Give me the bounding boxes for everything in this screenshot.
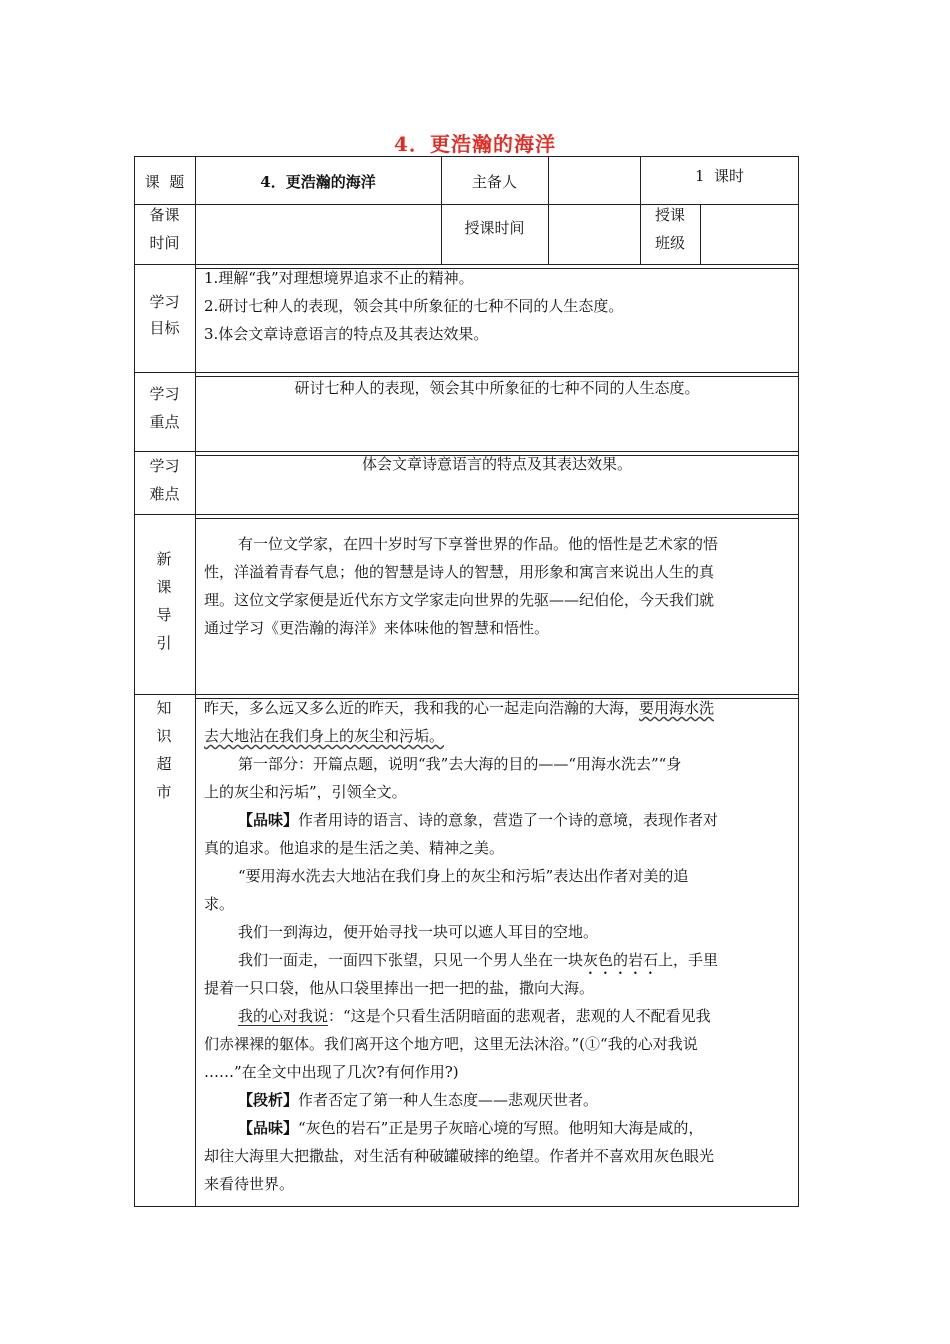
objective-item: 2.研讨七种人的表现，领会其中所象征的七种不同的人生态度。 [204,297,624,315]
knowledge-line: 上的灰尘和污垢”，引领全文。 [204,783,407,801]
intro-label-char: 新 [156,550,172,568]
intro-label-char: 导 [156,606,172,624]
divider [134,372,799,373]
knowledge-line: 我们一到海边，便开始寻找一块可以遮人耳目的空地。 [238,923,599,941]
intro-label-char: 引 [156,634,172,652]
divider [548,156,549,264]
class-label: 授课 [654,206,685,224]
knowledge-label-char: 识 [156,727,172,745]
knowledge-line: 来看待世界。 [204,1175,295,1193]
lesson-title: 4．更浩瀚的海洋 [260,173,376,191]
intro-line: 性，洋溢着青春气息；他的智慧是诗人的智慧，用形象和寓言来说出人生的真 [204,563,715,581]
divider [134,514,799,515]
knowledge-line: “要用海水洗去大地沾在我们身上的灰尘和污垢”表达出作者对美的追 [238,867,689,885]
key-point-label: 学习 [149,385,180,403]
knowledge-line: 我的心对我说：“这是个只看生活阴暗面的悲观者，悲观的人不配看见我 [238,1007,711,1025]
knowledge-label-char: 市 [156,783,172,801]
knowledge-line: 【品味】“灰色的岩石”正是男子灰暗心境的写照。他明知大海是咸的， [238,1119,704,1137]
divider [195,518,799,519]
knowledge-line: ……”在全文中出现了几次?有何作用?) [204,1063,459,1081]
preparer-label: 主备人 [471,173,517,191]
intro-label-char: 课 [156,578,172,596]
knowledge-label-char: 超 [156,755,172,773]
objectives-label: 学习 [149,293,180,311]
prep-time-label: 备课 [149,206,180,224]
knowledge-line: 我们一面走，一面四下张望，只见一个男人坐在一块灰色的岩石上，手里 [238,951,719,969]
divider [700,204,701,264]
prep-time-label-2: 时间 [149,234,180,252]
divider [195,264,196,1207]
page-title: 4．更浩瀚的海洋 [394,132,556,156]
divider [195,204,196,264]
key-point-label-2: 重点 [149,413,180,431]
difficulty-label-2: 难点 [149,485,180,503]
knowledge-line: 去大地沾在我们身上的灰尘和污垢。 [204,727,445,745]
objectives-label-2: 目标 [149,319,180,337]
objective-item: 3.体会文章诗意语言的特点及其表达效果。 [204,325,489,343]
intro-line: 通过学习《更浩瀚的海洋》来体味他的智慧和悟性。 [204,619,550,637]
intro-line: 理。这位文学家便是近代东方文学家走向世界的先驱——纪伯伦，今天我们就 [204,591,715,609]
knowledge-line: 提着一只口袋，他从口袋里捧出一把一把的盐，撒向大海。 [204,979,595,997]
knowledge-line: 【段析】作者否定了第一种人生态度——悲观厌世者。 [238,1091,599,1109]
knowledge-label-char: 知 [156,699,172,717]
class-label-2: 班级 [654,234,685,252]
knowledge-line: 【品味】作者用诗的语言、诗的意象，营造了一个诗的意境，表现作者对 [238,811,719,829]
knowledge-line: 昨天，多么远又多么近的昨天，我和我的心一起走向浩瀚的大海，要用海水洗 [204,699,715,717]
objective-item: 1.理解“我”对理想境界追求不止的精神。 [204,269,474,287]
difficulty-label: 学习 [149,457,180,475]
intro-line: 有一位文学家，在四十岁时写下享誉世界的作品。他的悟性是艺术家的悟 [238,535,719,553]
knowledge-line: 求。 [204,895,235,913]
teach-time-label: 授课时间 [464,219,525,237]
knowledge-line: 真的追求。他追求的是生活之美、精神之美。 [204,839,505,857]
knowledge-line: 们赤裸裸的躯体。我们离开这个地方吧，这里无法沐浴。”(①“我的心对我说 [204,1035,698,1053]
hours-value: 1 课时 [694,167,745,185]
knowledge-line: 第一部分：开篇点题，说明“我”去大海的目的——“用海水洗去”“身 [238,755,682,773]
key-point-text: 研讨七种人的表现，领会其中所象征的七种不同的人生态度。 [294,379,700,397]
knowledge-line: 却往大海里大把撒盐，对生活有种破罐破摔的绝望。作者并不喜欢用灰色眼光 [204,1147,715,1165]
lesson-label: 课 题 [144,173,185,191]
difficulty-text: 体会文章诗意语言的特点及其表达效果。 [361,455,632,473]
